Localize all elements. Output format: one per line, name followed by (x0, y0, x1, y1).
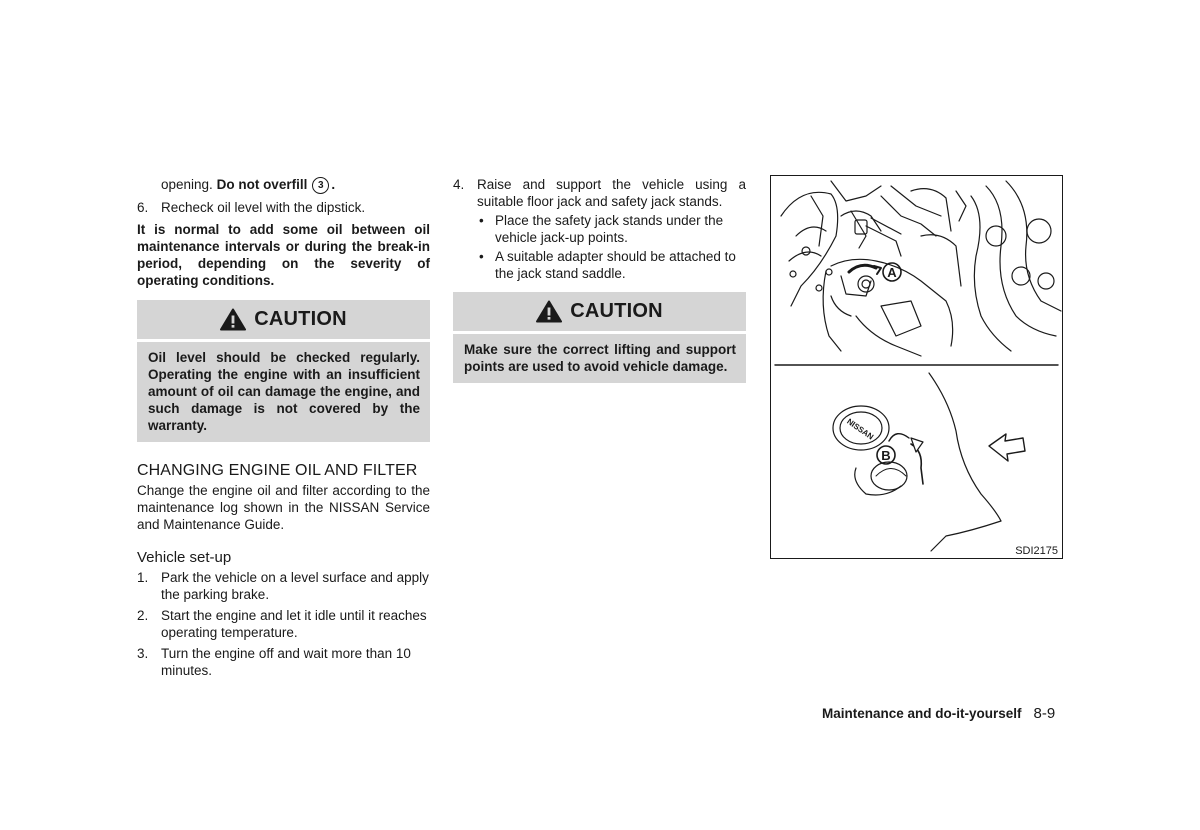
cap-brand-text: NISSAN (845, 416, 876, 442)
step-3-text: Turn the engine off and wait more than 10 minutes. (161, 646, 411, 678)
oil-cap-drawing (833, 373, 1025, 551)
caution-header (137, 300, 430, 342)
caution-box-lifting (453, 292, 746, 383)
step-4-number: 4. (453, 177, 465, 192)
footer-section-title: Maintenance and do-it-yourself (822, 706, 1022, 721)
caution-title: CAUTION (254, 308, 347, 330)
engine-oil-illustration (771, 176, 1062, 558)
step-6-text: Recheck oil level with the dipstick. (161, 200, 366, 215)
step-5-continuation (137, 176, 430, 194)
caution-header (453, 292, 746, 334)
bullet-item (453, 212, 746, 246)
step-6-number: 6. (137, 200, 149, 215)
callout-b-label: B (881, 448, 891, 463)
page-number: 8-9 (1033, 705, 1056, 722)
step-1-text: Park the vehicle on a level surface and apply the parking brake. (161, 570, 429, 602)
step-5-period: . (331, 177, 336, 192)
callout-3-marker: 3 (312, 177, 329, 194)
step-2-text: Start the engine and let it idle until it reaches operating temperature. (161, 608, 427, 640)
step-5-warning: Do not overfill (216, 177, 308, 192)
step-5-text: opening. (161, 177, 213, 192)
step-2 (137, 607, 430, 641)
bullet-item (453, 248, 746, 282)
warning-triangle-icon (220, 308, 246, 331)
caution-title: CAUTION (570, 300, 663, 322)
step-3 (137, 645, 430, 679)
bullet-text: Place the safety jack stands under the vehicle jack-up points. (495, 213, 724, 245)
bullet-icon: • (479, 249, 484, 264)
step-1 (137, 569, 430, 603)
caution-text: Make sure the correct lifting and support points are used to avoid vehicle damage. (464, 342, 736, 374)
step-1-number: 1. (137, 570, 149, 585)
caution-box-oil-level (137, 300, 430, 442)
step-3-number: 3. (137, 646, 149, 661)
callout-a-label: A (887, 265, 897, 280)
subheading-vehicle-setup: Vehicle set-up (137, 549, 232, 566)
warning-triangle-icon (536, 300, 562, 323)
caution-text: Oil level should be checked regularly. Operating the engine with an insufficient amount of oil can damage the engine, and such damage is not covered by the warranty. (148, 350, 420, 433)
bullet-text: A suitable adapter should be attached to the jack stand saddle. (495, 249, 736, 281)
figure-code: SDI2175 (1015, 545, 1058, 557)
step-2-number: 2. (137, 608, 149, 623)
engine-detail-drawing (781, 181, 1061, 356)
page-footer (822, 705, 1055, 723)
middle-column (453, 176, 746, 383)
step-4-text: Raise and support the vehicle using a suitable floor jack and safety jack stands. (477, 177, 746, 209)
step-6 (137, 199, 430, 216)
section-text: Change the engine oil and filter according to the maintenance log shown in the NISSAN Service and Maintenance Guide. (137, 483, 430, 532)
oil-note: It is normal to add some oil between oil maintenance intervals or during the break-in period, depending on the severity of operating conditions. (137, 222, 430, 288)
section-heading: CHANGING ENGINE OIL AND FILTER (137, 462, 418, 479)
bullet-icon: • (479, 213, 484, 228)
illustration-figure (770, 175, 1063, 559)
left-column (137, 176, 430, 679)
step-4 (453, 176, 746, 210)
